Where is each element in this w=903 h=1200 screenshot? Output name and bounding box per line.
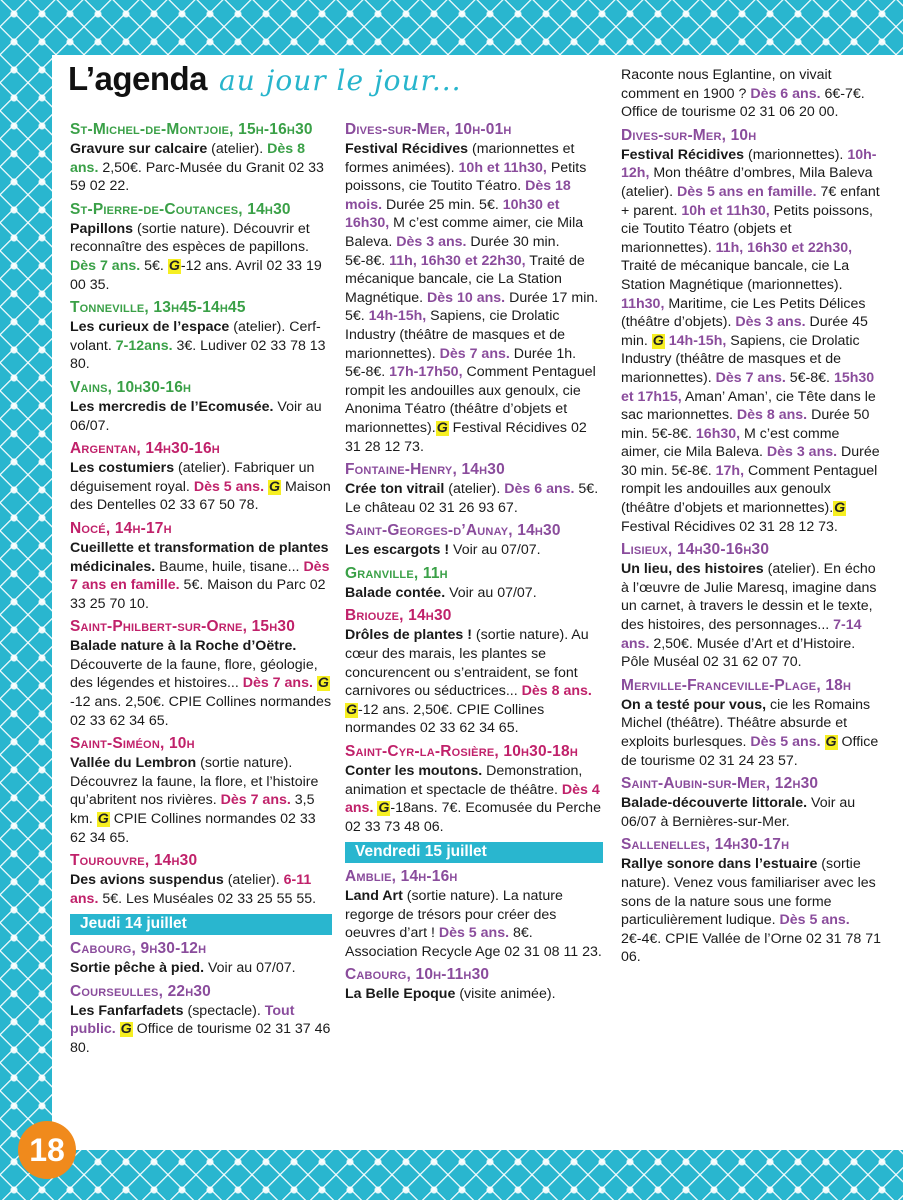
entry-text: Festival Récidives 02 31 28 12 73. [621,518,838,535]
entry-text: Dès 5 ans. [438,925,510,942]
entry-text: M c’est comme aimer, cie Mila Baleva. [345,215,584,250]
entry-description [621,794,881,831]
agenda-entry [70,519,332,613]
column-1 [70,120,332,1061]
entry-description [345,985,603,1004]
entry-description [621,855,881,967]
entry-text: On a testé pour vous, [621,696,767,713]
entry-text: Les mercredis de l’Ecomusée. [70,398,274,415]
entry-text: -18ans. 7€. Ecomusée du Perche 02 33 73 48 06. [345,800,601,835]
entry-description [345,887,603,961]
entry-place-time: Amblie, 14h-16h [345,868,458,885]
entry-text: Traité de mécanique bancale, cie La Station Magnétique. [345,252,585,306]
entry-description [345,626,603,738]
entry-text: Dès 6 ans. [750,85,821,102]
entry-description [70,220,332,294]
entry-place-time: Saint-Siméon, 10h [70,735,195,753]
entry-text: Les Fanfarfadets [70,1002,184,1019]
entry-place-time: Lisieux, 14h30-16h30 [621,541,770,559]
entry-text: 7-14 ans. [621,617,862,652]
entry-text: Vallée du Lembron [70,755,197,772]
entry-text: (visite animée). [455,986,556,1003]
entry-place-time: Dives-sur-Mer, 10h [621,126,757,144]
agenda-entry [345,521,603,560]
entry-text: Dès 7 ans. [715,369,786,386]
entry-text: Sapiens, cie Drolatic Industry (théâtre de masques et de marionnettes). [345,308,566,362]
agenda-entry [70,378,332,435]
agenda-entry [621,835,881,967]
entry-text: 5€-8€. [785,369,834,386]
entry-text: Voir au 07/07. [449,542,541,559]
free-badge: G [268,478,281,495]
entry-text: (marionnettes et formes animées). [345,141,575,176]
entry-place-time: St-Michel-de-Montjoie, 15h-16h30 [70,121,313,138]
agenda-entry [345,965,603,1004]
agenda-entry [345,564,603,603]
free-badge: G [834,500,846,517]
entry-description [70,459,332,515]
entry-text: cie les Romains Michel (théâtre). Théâtre absurde et exploits burlesques. [621,696,871,750]
free-badge: G [825,734,837,750]
entry-description [621,146,881,536]
entry-text: (sortie nature). La nature regorge de trésors pour créer des oeuvres d’art ! [345,888,563,942]
entry-description [70,959,332,978]
entry-place-time: Dives-sur-Mer, 10h-01h [345,121,512,138]
entry-text: Festival Récidives [621,146,745,163]
entry-place-time: Fontaine-Henry, 14h30 [345,461,505,479]
entry-text: (atelier). [444,481,505,498]
entry-text: Dès 4 ans. [345,781,600,817]
entry-text: Conter les moutons. [345,763,483,780]
entry-text: Dès 7 ans. [220,792,291,809]
entry-text: Office de tourisme 02 31 24 23 57. [621,734,879,769]
entry-text: Rallye sonore dans l’estuaire [621,856,818,873]
entry-description [621,560,881,672]
entry-place-time: Granville, 11h [345,564,448,582]
entry-text: Raconte nous Eglantine, on vivait comment en 1900 ? [621,67,832,102]
entry-text: 14h-15h, [668,332,727,349]
entry-text: Office de tourisme 02 31 37 46 80. [70,1021,331,1056]
entry-text: Durée 30 min. 5€-8€. [345,233,560,269]
entry-text: 14h-15h, [368,308,427,325]
free-badge: G [120,1021,132,1038]
agenda-entry [70,617,332,730]
agenda-entry [345,606,603,738]
entry-description [70,871,332,908]
entry-text: Sapiens, cie Drolatic Industry (théâtre de masques et de marionnettes). [621,332,860,386]
entry-text: Dès 3 ans. [396,233,467,250]
agenda-entry [70,939,332,978]
entry-description [345,762,603,836]
entry-text: Un lieu, des histoires [621,561,764,578]
column-3 [621,66,881,971]
entry-text: (sortie nature). Découvrez la faune, la flore, et l’histoire qu’abritent nos rivières. [70,755,319,809]
entry-text: 5€. Le château 02 31 26 93 67. [345,481,599,516]
entry-text: 11h30, [621,295,665,312]
entry-text: Petits poissons, cie Toutito Téatro (objets et marionnettes). [621,202,873,256]
entry-place-time: Sallenelles, 14h30-17h [621,836,790,854]
agenda-entry [621,540,881,672]
entry-text: Les escargots ! [345,542,450,559]
entry-place-time: St-Pierre-de-Coutances, 14h30 [70,200,291,218]
entry-text: 11h, 16h30 et 22h30, [715,239,853,256]
entry-text: Durée 25 min. 5€. [382,196,503,213]
entry-text: Balade-découverte littorale. [621,795,808,812]
entry-text: 15h30 et 17h15, [621,369,875,405]
entry-place-time: Argentan, 14h30-16h [70,440,220,458]
entry-text: La Belle Epoque [345,986,456,1003]
entry-text: CPIE Collines normandes 02 33 62 34 65. [70,811,316,846]
free-badge: G [168,257,180,274]
day-header: Jeudi 14 juillet [70,914,332,935]
entry-text: Comment Pentaguel rompit les andouilles aux genoulx (théâtre d’objets et marionnettes). [621,462,878,517]
entry-text: (sortie nature). Découvrir et reconnaître des espèces de papillons. [70,220,310,256]
entry-text: Voir au 07/07. [204,960,296,976]
entry-text: (atelier). [207,141,268,157]
entry-description [70,140,332,196]
entry-place-time: Saint-Georges-d’Aunay, 14h30 [345,522,561,540]
entry-text: Balade contée. [345,584,446,601]
entry-text: Les costumiers [70,460,175,477]
entry-text: Dès 8 ans. [736,407,808,424]
entry-text: Durée 50 min. 5€-8€. [621,407,870,442]
agenda-entry [70,120,332,196]
entry-text: Des avions suspendus [70,872,224,889]
entry-text: Sortie pêche à pied. [70,960,205,976]
entry-text: 2,50€. Parc-Musée du Granit 02 33 59 02 22. [70,159,324,195]
agenda-entry [621,676,881,770]
entry-text: Dès 7 ans. [70,257,141,274]
agenda-entry [345,120,603,456]
entry-place-time: Merville-Franceville-Plage, 18h [621,676,852,694]
entry-text: Durée 1h. 5€-8€. [345,345,577,381]
entry-text: Durée 30 min. 5€-8€. [621,444,880,479]
entry-description [345,480,603,517]
entry-text: 2€-4€. CPIE Vallée de l’Orne 02 31 78 71 06. [621,930,882,966]
entry-text: Dès 7 ans en famille. [70,558,330,594]
entry-text: Crée ton vitrail [345,481,445,498]
entry-text: Festival Récidives 02 31 28 12 73. [345,419,587,455]
entry-description [70,539,332,613]
entry-text: -12 ans. 2,50€. CPIE Collines normandes 02 33 62 34 65. [70,694,332,729]
entry-text: (atelier). En écho à l’œuvre de Julie Maresq, imagine dans un carnet, à travers le dessin et le texte, des histoires, des personnages... [621,561,877,634]
entry-text: 7€ enfant + parent. [621,183,880,219]
entry-text: Petits poissons, cie Toutito Téatro. [345,159,587,195]
entry-description [621,696,881,770]
entry-text: 5€. Maison du Parc 02 33 25 70 10. [70,577,326,612]
entry-text: 2,50€. Musée d’Art et d’Histoire. Pôle Muséal 02 31 62 07 70. [621,635,856,671]
entry-text: 11h, 16h30 et 22h30, [389,252,526,269]
entry-text: M c’est comme aimer, cie Mila Baleva. [621,425,840,461]
title-main: L’agenda [68,60,208,97]
entry-place-time: Cabourg, 9h30-12h [70,940,207,957]
entry-text: Maison des Dentelles 02 33 67 50 78. [70,478,331,514]
page-number: 18 [18,1121,76,1179]
entry-text: (sortie nature). Au cœur des marais, les plantes se concurencent ou s’entraident, se font carnivores ou séductrices... [345,627,589,700]
entry-text: Dès 5 ans. [750,734,821,750]
entry-text: 10h et 11h30, [681,202,770,219]
entry-text: Dès 8 ans. [521,683,592,700]
entry-place-time: Tourouvre, 14h30 [70,852,198,870]
entry-place-time: Briouze, 14h30 [345,607,452,625]
day-header: Vendredi 15 juillet [345,842,603,863]
entry-place-time: Courseulles, 22h30 [70,982,212,1000]
entry-text: Les curieux de l’espace [70,319,230,336]
entry-text: Gravure sur calcaire [70,141,208,157]
entry-text: (atelier). Cerf-volant. [70,319,321,354]
entry-text: 3€. Ludiver 02 33 78 13 80. [70,337,326,373]
entry-text: Baume, huile, tisane... [155,558,304,575]
entry-text: Dès 3 ans. [735,314,806,331]
agenda-entry [345,742,603,836]
entry-text: 6-11 ans. [70,872,312,907]
entry-text: (spectacle). [183,1002,265,1019]
entry-text: 3,5 km. [70,792,315,828]
entry-text: Demonstration, animation et spectacle de théâtre. [345,763,583,798]
entry-text: Maritime, cie Les Petits Délices (théâtre d’objets). [621,295,866,331]
entry-text: Dès 6 ans. [504,481,575,498]
entry-description [70,1002,332,1058]
entry-text: 17h, [715,462,745,479]
entry-description [345,584,603,603]
free-badge: G [436,419,448,436]
entry-text: 16h30, [695,425,741,442]
entry-text: Dès 3 ans. [766,444,838,461]
entry-place-time: Tonneville, 13h45-14h45 [70,299,246,317]
entry-text: 8€. Association Recycle Age 02 31 08 11 23. [345,925,602,960]
entry-place-time: Saint-Aubin-sur-Mer, 12h30 [621,775,819,793]
entry-text: Festival Récidives [345,141,469,157]
title-subtitle: au jour le jour... [219,64,462,97]
entry-text: (sortie nature). Venez vous familiariser avec les sons de la nature sous une forme particulièrement ludique. [621,856,876,929]
entry-description [70,637,332,730]
agenda-entry [345,867,603,961]
entry-text: Dès 5 ans. [779,912,850,929]
entry-text: Papillons [70,220,134,237]
agenda-entry [70,734,332,847]
entry-text: Traité de mécanique bancale, cie La Station Magnétique (marionnettes). [621,258,850,293]
agenda-entry [70,298,332,374]
entry-text: 5€. Les Muséales 02 33 25 55 55. [98,890,317,907]
entry-text: Durée 45 min. [621,314,868,349]
entry-text: 7-12ans. [115,337,173,354]
entry-text: Dès 8 ans. [70,141,306,176]
agenda-entry [70,200,332,294]
entry-description [70,754,332,847]
entry-place-time: Cabourg, 10h-11h30 [345,966,490,984]
column-2 [345,120,603,1008]
entry-text: Mon théâtre d’ombres, Mila Baleva (atelier). [621,165,873,200]
entry-text: Drôles de plantes ! [345,627,472,644]
agenda-entry [621,774,881,831]
entry-text: Aman’ Aman’, cie Tête dans le sac marionnettes. [621,388,876,424]
page-title [68,60,462,110]
entry-text: Voir au 06/07 à Bernières-sur-Mer. [621,795,856,830]
entry-description [70,398,332,435]
entry-text: Dès 18 mois. [345,178,571,213]
entry-text: -12 ans. 2,50€. CPIE Collines normandes 02 33 62 34 65. [345,701,545,737]
entry-text: Cueillette et transformation de plantes médicinales. [70,539,329,575]
entry-text: (marionnettes). [744,146,848,163]
entry-place-time: Saint-Philbert-sur-Orne, 15h30 [70,618,296,636]
entry-place-time: Vains, 10h30-16h [70,378,192,396]
agenda-entry [621,126,881,536]
free-badge: G [652,332,664,349]
agenda-entry [345,460,603,517]
entry-text: Dès 10 ans. [427,289,506,306]
entry-text: 10h et 11h30, [458,159,547,176]
entry-text: -12 ans. Avril 02 33 19 00 35. [70,257,322,293]
entry-text: Tout public. [70,1002,295,1038]
entry-text: Voir au 06/07. [70,398,322,434]
entry-text: Land Art [345,888,403,904]
entry-text: Comment Pentaguel rompit les andouilles aux genoulx, cie Anonima Téatro (théâtre d’objets et marionnettes). [345,364,596,436]
entry-text: Découverte de la faune, flore, géologie, des légendes et histoires... [70,656,318,692]
entry-place-time: Nocé, 14h-17h [70,519,172,537]
entry-description [70,318,332,374]
entry-text: Voir au 07/07. [445,584,537,601]
entry-description [345,140,603,456]
agenda-entry [70,439,332,515]
entry-text: Durée 17 min. 5€. [345,289,599,325]
entry-text: 6€-7€. Office de tourisme 02 31 06 20 00. [621,85,865,121]
entry-text: Balade nature à la Roche d’Oëtre. [70,638,297,655]
entry-text: 10h30 et 16h30, [345,196,560,232]
free-badge: G [317,675,329,692]
entry-text: Dès 5 ans. [193,478,265,495]
entry-text: Dès 7 ans. [439,345,510,362]
free-badge: G [97,811,109,828]
entry-description [345,541,603,560]
entry-place-time: Saint-Cyr-la-Rosière, 10h30-18h [345,743,578,761]
free-badge: G [378,800,390,817]
agenda-entry [621,66,881,122]
entry-text: 17h-17h50, [389,364,463,381]
agenda-entry [70,851,332,908]
entry-text: Dès 5 ans en famille. [676,183,817,200]
entry-text: 5€. [140,257,168,274]
entry-text: (atelier). Fabriquer un déguisement royal. [70,460,315,495]
entry-text: 10h-12h, [621,146,877,182]
entry-text: Dès 7 ans. [242,675,313,692]
free-badge: G [346,701,358,718]
entry-description [621,66,881,122]
agenda-entry [70,982,332,1058]
entry-text: (atelier). [223,872,284,889]
